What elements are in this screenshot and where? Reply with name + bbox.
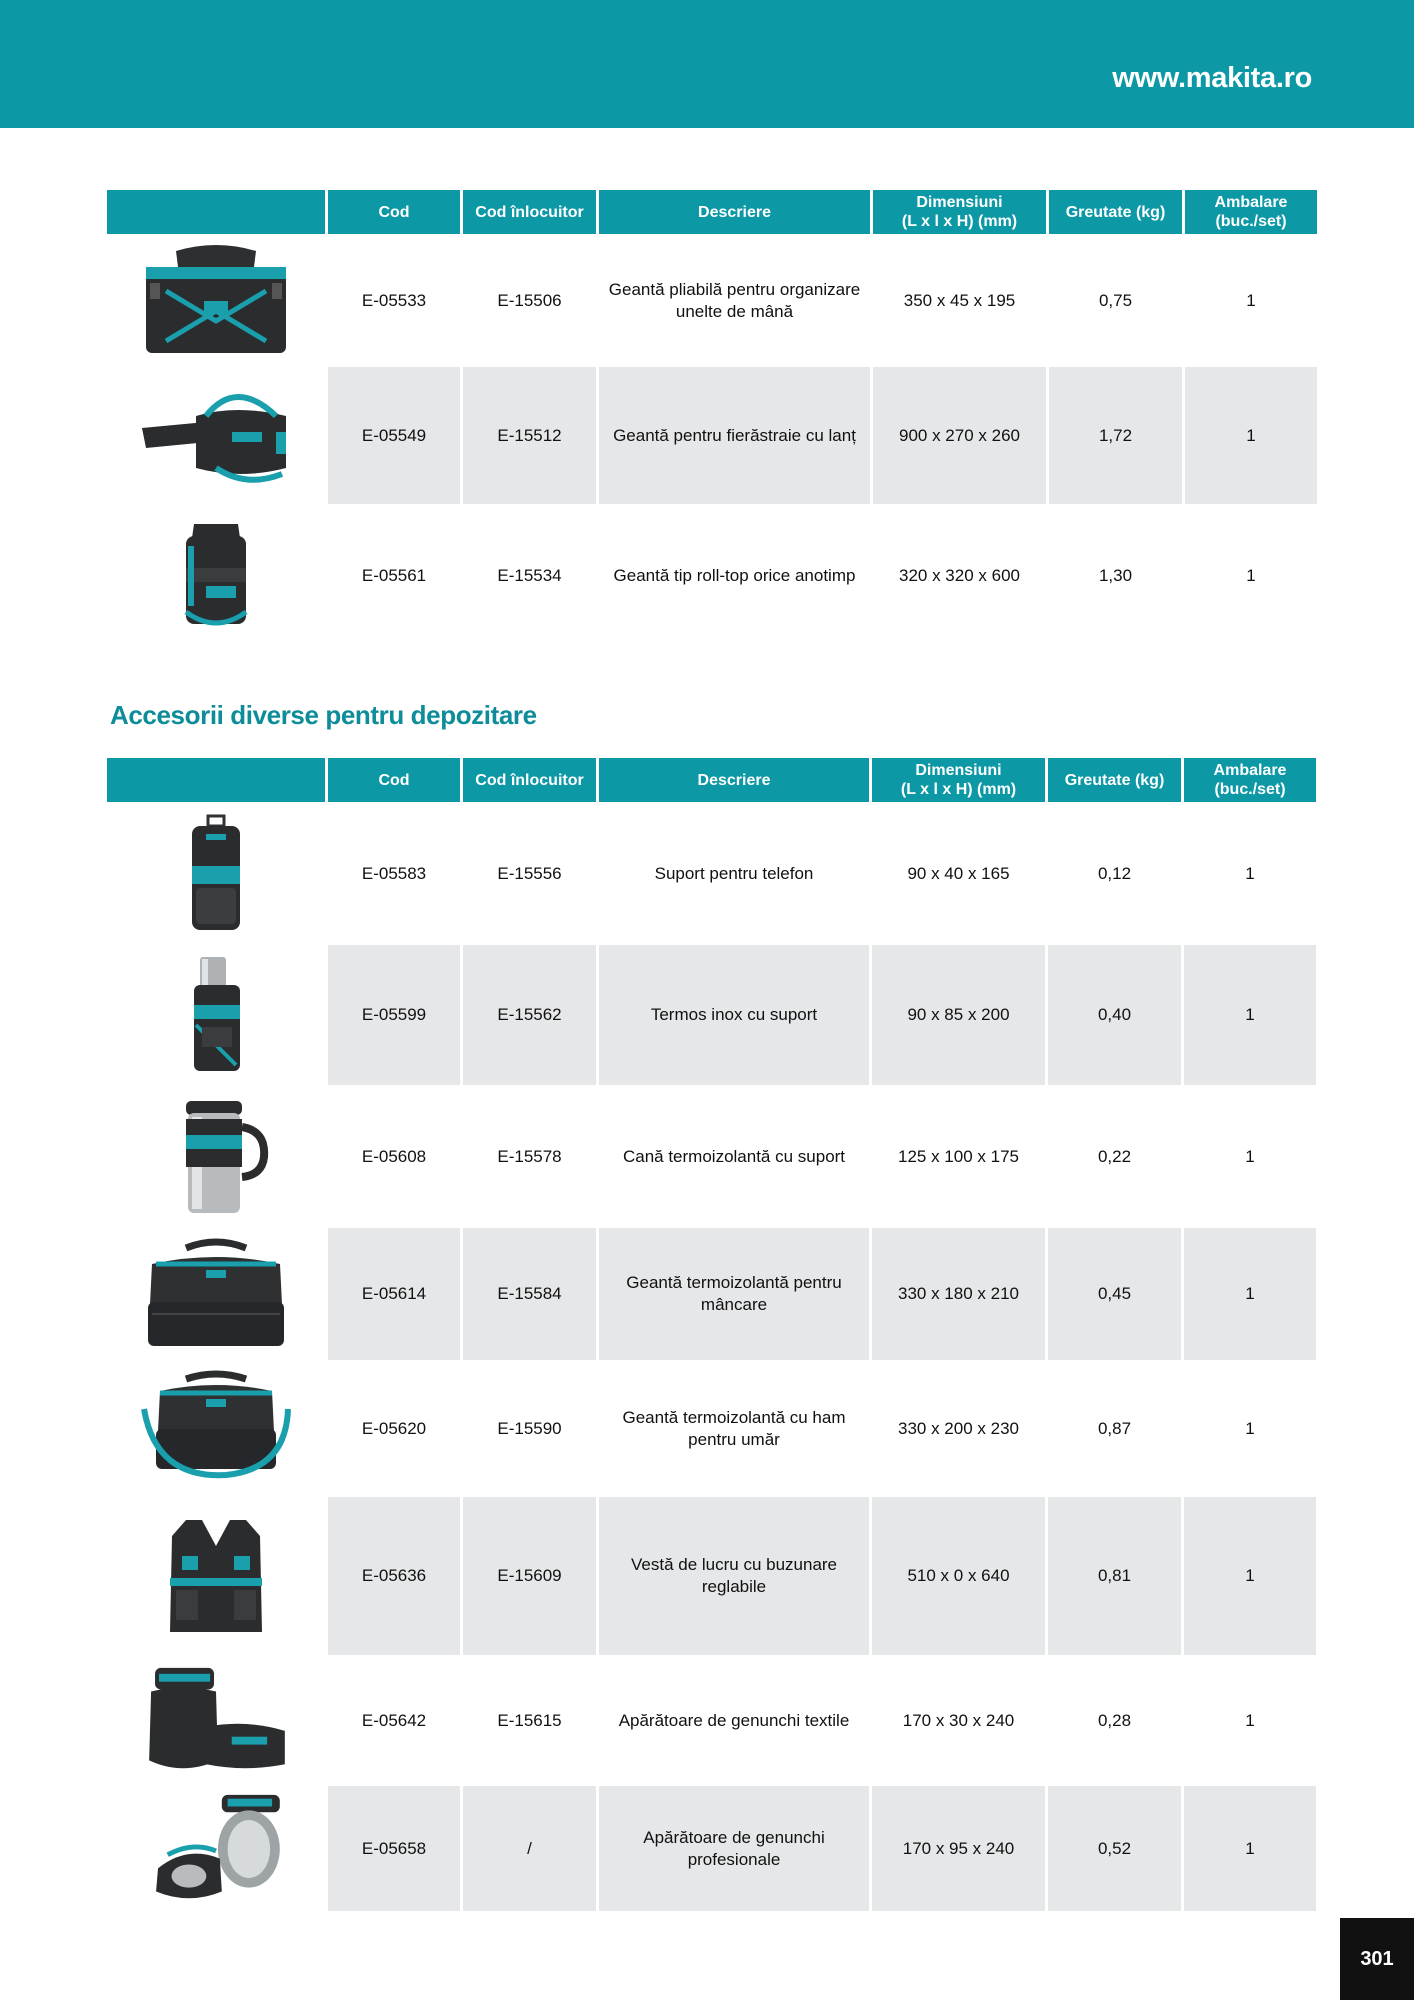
- cell-cod-inlocuitor: E-15512: [463, 367, 596, 504]
- table-row: [107, 1786, 1316, 1911]
- product-image-cell: [107, 1786, 325, 1911]
- header-ambalare-line1: Ambalare: [1214, 194, 1288, 211]
- cell-greutate: 0,12: [1097, 863, 1132, 883]
- product-image-cell: [107, 1655, 325, 1786]
- table-row: [107, 367, 1317, 504]
- cell-cod-inlocuitor: E-15534: [497, 566, 562, 585]
- header-descriere: Descriere: [599, 190, 870, 234]
- cell-ambalare: 1: [1184, 1228, 1316, 1360]
- cell-descriere: Vestă de lucru cu buzunare reglabile: [599, 1497, 869, 1655]
- chainsaw-bag-icon: [136, 376, 296, 496]
- cell-descriere: Suport pentru telefon: [654, 863, 814, 883]
- header-dimensiuni: [872, 758, 1045, 802]
- product-image-cell: [107, 504, 325, 648]
- page-number: 301: [1340, 1918, 1414, 2000]
- header-dimensiuni-line1: Dimensiuni: [915, 762, 1002, 779]
- cell-dimensiuni: 90 x 85 x 200: [872, 945, 1045, 1085]
- cell-dimensiuni: 90 x 40 x 165: [907, 863, 1010, 883]
- cell-cod: E-05549: [328, 367, 460, 504]
- table-header-row: [107, 758, 1316, 802]
- cell-cod-inlocuitor: /: [463, 1786, 596, 1911]
- phone-holder-icon: [136, 810, 296, 938]
- header-ambalare-line2: (buc./set): [1215, 213, 1287, 230]
- cell-dimensiuni: 125 x 100 x 175: [898, 1146, 1019, 1166]
- cell-cod-inlocuitor: E-15609: [463, 1497, 596, 1655]
- header-dimensiuni-line2: (L x l x H) (mm): [901, 213, 1018, 230]
- cell-ambalare: 1: [1246, 290, 1256, 310]
- cell-dimensiuni: 330 x 180 x 210: [872, 1228, 1045, 1360]
- product-image-cell: [107, 945, 325, 1085]
- product-image-cell: [107, 234, 325, 367]
- cell-greutate: 0,87: [1097, 1418, 1132, 1438]
- cell-greutate: 0,81: [1048, 1497, 1181, 1655]
- table-row: [107, 1655, 1316, 1786]
- cell-greutate: 0,52: [1048, 1786, 1181, 1911]
- header-dimensiuni-line1: Dimensiuni: [916, 194, 1003, 211]
- product-image-cell: [107, 1497, 325, 1655]
- table-header-row: [107, 190, 1317, 234]
- cell-greutate: 0,45: [1048, 1228, 1181, 1360]
- table-row: [107, 504, 1317, 648]
- product-image-cell: [107, 1360, 325, 1497]
- table-row: [107, 1085, 1316, 1228]
- cell-descriere: Cană termoizolantă cu suport: [622, 1146, 846, 1166]
- cell-cod-inlocuitor: E-15615: [497, 1710, 562, 1730]
- header-descriere: Descriere: [599, 758, 869, 802]
- product-image-cell: [107, 1228, 325, 1360]
- cell-cod: E-05636: [328, 1497, 460, 1655]
- cell-cod-inlocuitor: E-15590: [497, 1418, 562, 1438]
- thermal-mug-icon: [136, 1095, 296, 1219]
- cell-ambalare: 1: [1246, 566, 1256, 585]
- cell-greutate: 0,28: [1097, 1710, 1132, 1730]
- cell-dimensiuni: 170 x 95 x 240: [872, 1786, 1045, 1911]
- cell-cod: E-05658: [328, 1786, 460, 1911]
- work-vest-icon: [136, 1506, 296, 1646]
- product-image-cell: [107, 367, 325, 504]
- cell-descriere: Termos inox cu suport: [599, 945, 869, 1085]
- header-greutate: Greutate (kg): [1048, 758, 1181, 802]
- cell-ambalare: 1: [1245, 1418, 1255, 1438]
- cell-descriere: Apărătoare de genunchi profesionale: [599, 1786, 869, 1911]
- cell-cod-inlocuitor: E-15506: [497, 290, 562, 310]
- cell-cod: E-05533: [361, 290, 427, 310]
- cell-cod: E-05642: [361, 1710, 427, 1730]
- cell-dimensiuni: 900 x 270 x 260: [873, 367, 1046, 504]
- section-title: Accesorii diverse pentru depozitare: [110, 700, 537, 730]
- pro-knee-pads-icon: [136, 1791, 296, 1907]
- header-cod: Cod: [328, 758, 460, 802]
- header-cod-inlocuitor: Cod înlocuitor: [463, 190, 596, 234]
- cell-cod-inlocuitor: E-15578: [497, 1146, 562, 1166]
- cell-ambalare: 1: [1184, 1786, 1316, 1911]
- cell-greutate: 0,40: [1048, 945, 1181, 1085]
- cell-descriere: Geantă pliabilă pentru organizare unelte de mână: [608, 279, 861, 321]
- roll-top-bag-icon: [136, 511, 296, 641]
- cell-dimensiuni: 320 x 320 x 600: [899, 566, 1020, 585]
- cell-descriere: Geantă tip roll-top orice anotimp: [613, 566, 856, 585]
- cell-ambalare: 1: [1245, 863, 1255, 883]
- table-row: [107, 1497, 1316, 1655]
- table-row: [107, 1228, 1316, 1360]
- product-table-bags: [104, 190, 1320, 648]
- cell-cod-inlocuitor: E-15584: [463, 1228, 596, 1360]
- cooler-bag-strap-icon: [136, 1369, 296, 1489]
- header-dimensiuni: [873, 190, 1046, 234]
- header-image-col: [107, 758, 325, 802]
- cell-ambalare: 1: [1245, 1710, 1255, 1730]
- header-ambalare-line1: Ambalare: [1213, 762, 1287, 779]
- cell-cod: E-05561: [361, 566, 427, 585]
- cell-dimensiuni: 330 x 200 x 230: [898, 1418, 1019, 1438]
- cell-ambalare: 1: [1245, 1146, 1255, 1166]
- cell-descriere: Geantă termoizolantă cu ham pentru umăr: [622, 1407, 846, 1449]
- header-ambalare: [1185, 190, 1317, 234]
- cell-dimensiuni: 510 x 0 x 640: [872, 1497, 1045, 1655]
- site-url[interactable]: www.makita.ro: [1112, 62, 1312, 94]
- header-ambalare-line2: (buc./set): [1214, 781, 1286, 798]
- header-greutate: Greutate (kg): [1049, 190, 1182, 234]
- table-row: [107, 234, 1317, 367]
- product-image-cell: [107, 1085, 325, 1228]
- cell-ambalare: 1: [1185, 367, 1317, 504]
- cell-greutate: 0,22: [1097, 1146, 1132, 1166]
- product-image-cell: [107, 802, 325, 945]
- cell-cod-inlocuitor: E-15556: [497, 863, 562, 883]
- header-dimensiuni-line2: (L x l x H) (mm): [900, 781, 1017, 798]
- cell-cod: E-05608: [361, 1146, 427, 1166]
- cell-dimensiuni: 170 x 30 x 240: [902, 1710, 1015, 1730]
- product-table-storage: [104, 758, 1319, 1911]
- cell-cod: E-05620: [361, 1418, 427, 1438]
- cell-greutate: 1,72: [1049, 367, 1182, 504]
- header-cod: Cod: [328, 190, 460, 234]
- table-row: [107, 802, 1316, 945]
- cell-dimensiuni: 350 x 45 x 195: [903, 290, 1016, 310]
- cell-greutate: 1,30: [1098, 566, 1133, 585]
- cell-descriere: Geantă pentru fierăstraie cu lanț: [599, 367, 870, 504]
- table-row: [107, 1360, 1316, 1497]
- thermos-icon: [136, 953, 296, 1077]
- header-image-col: [107, 190, 325, 234]
- cell-greutate: 0,75: [1098, 290, 1133, 310]
- cell-ambalare: 1: [1184, 1497, 1316, 1655]
- cell-cod-inlocuitor: E-15562: [463, 945, 596, 1085]
- cell-cod: E-05614: [328, 1228, 460, 1360]
- table-row: [107, 945, 1316, 1085]
- header-cod-inlocuitor: Cod înlocuitor: [463, 758, 596, 802]
- folding-tool-bag-icon: [136, 241, 296, 361]
- header-ambalare: [1184, 758, 1316, 802]
- lunch-bag-icon: [136, 1234, 296, 1354]
- cell-cod: E-05583: [361, 863, 427, 883]
- cell-descriere: Apărătoare de genunchi textile: [618, 1710, 850, 1730]
- cell-cod: E-05599: [328, 945, 460, 1085]
- cell-ambalare: 1: [1184, 945, 1316, 1085]
- textile-knee-pads-icon: [136, 1662, 296, 1780]
- cell-descriere: Geantă termoizolantă pentru mâncare: [599, 1228, 869, 1360]
